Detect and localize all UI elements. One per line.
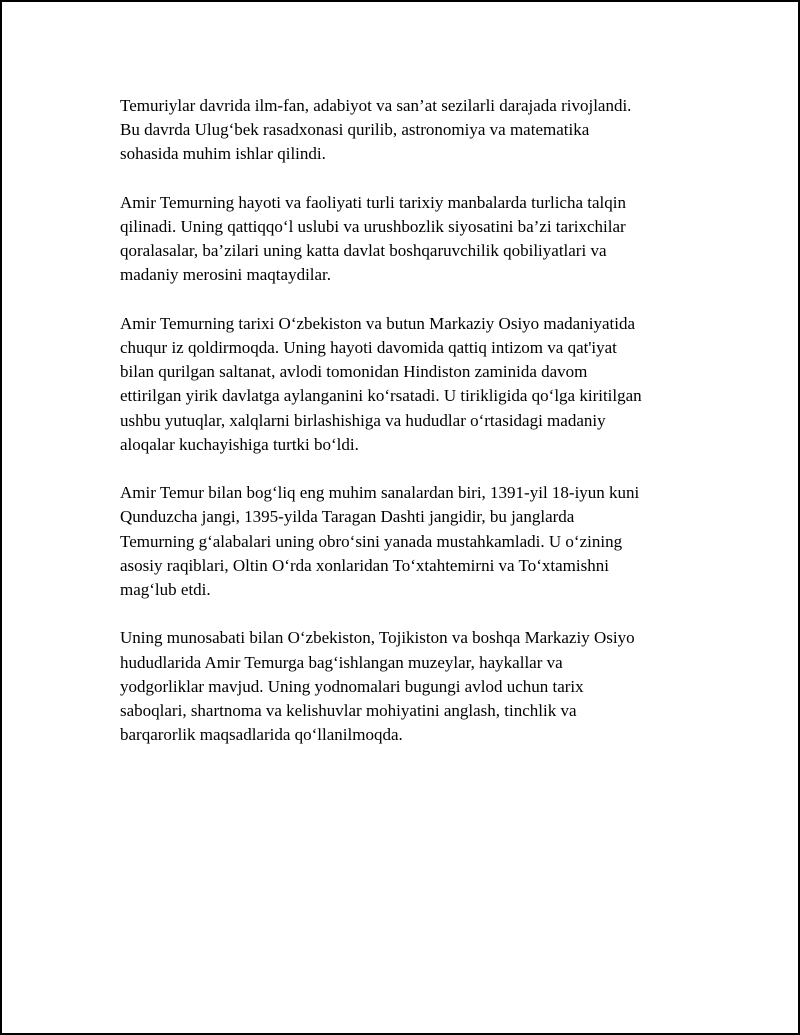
paragraph-education-science: Temuriylar davrida ilm-fan, adabiyot va san’at sezilarli darajada rivojlandi. Bu davrda Ulug‘bek rasadxonasi qurilib, astronomiya va matematika sohasida muhim ishlar qilindi. xyxy=(120,96,632,164)
paragraph-battles: Amir Temur bilan bog‘liq eng muhim sanalardan biri, 1391-yil 18-iyun kuni Qunduzcha jangi, 1395-yilda Taragan Dashti jangidir, bu janglarda Temurning g‘alabalari uning obro‘sini yanada mustahkamladi. U o‘zining asosiy raqiblari, Oltin O‘rda xonlaridan To‘xtahtemirni va To‘xtamishni mag‘lub etdi. xyxy=(120,483,640,600)
paragraph-legacy: Amir Temurning tarixi O‘zbekiston va butun Markaziy Osiyo madaniyatida chuqur iz qoldirmoqda. Uning hayoti davomida qattiq intizom va qat'iyat bilan qurilgan saltanat, avlodi tomonidan Hindiston zaminida davom ettirilgan yirik davlatga aylanganini ko‘rsatadi. U tirikligida qo‘lga kiritilgan ushbu yutuqlar, xalqlarni birlashishiga va hududlar o‘rtasidagi madaniy aloqalar kuchayishiga turtki bo‘ldi. xyxy=(120,313,642,454)
document-body xyxy=(120,94,690,772)
paragraph-historical-views: Amir Temurning hayoti va faoliyati turli tarixiy manbalarda turlicha talqin qilinadi. Uning qattiqqo‘l uslubi va urushbozlik siyosatini ba’zi tarixchilar qoralasalar, ba’zilari uning katta davlat boshqaruvchilik qobiliyatlari va madaniy merosini maqtaydilar. xyxy=(120,192,626,285)
paragraph-memorials: Uning munosabati bilan O‘zbekiston, Tojikiston va boshqa Markaziy Osiyo hududlarida Amir Temurga bag‘ishlangan muzeylar, haykallar va yodgorliklar mavjud. Uning yodnomalari bugungi avlod uchun tarix saboqlari, shartnoma va kelishuvlar mohiyatini anglash, tinchlik va barqarorlik maqsadlarida qo‘llanilmoqda. xyxy=(120,628,635,745)
